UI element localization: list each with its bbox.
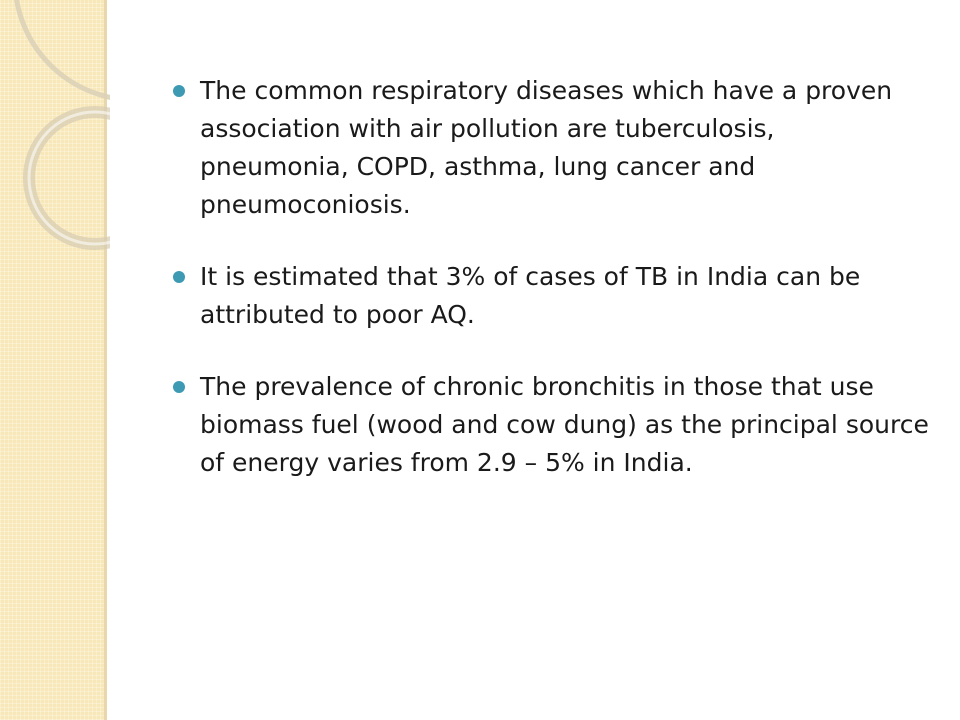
- bullet-item: [170, 258, 930, 334]
- bullet-text: It is estimated that 3% of cases of TB in India can be attributed to poor AQ.: [200, 262, 861, 329]
- bullet-dot-icon: [173, 85, 185, 97]
- bullet-text: The prevalence of chronic bronchitis in those that use biomass fuel (wood and cow dung) as the principal source of energy varies from 2.9 – 5% in India.: [200, 372, 929, 477]
- bullet-item: [170, 368, 930, 482]
- bullet-dot-icon: [173, 271, 185, 283]
- bullet-item: [170, 72, 930, 224]
- bullet-text: The common respiratory diseases which have a proven association with air pollution are tuberculosis, pneumonia, COPD, asthma, lung cancer and pneumoconiosis.: [200, 76, 893, 219]
- bullet-list: [170, 72, 930, 482]
- slide-content: [170, 72, 930, 516]
- bullet-dot-icon: [173, 381, 185, 393]
- decorative-circles-icon: [0, 0, 110, 260]
